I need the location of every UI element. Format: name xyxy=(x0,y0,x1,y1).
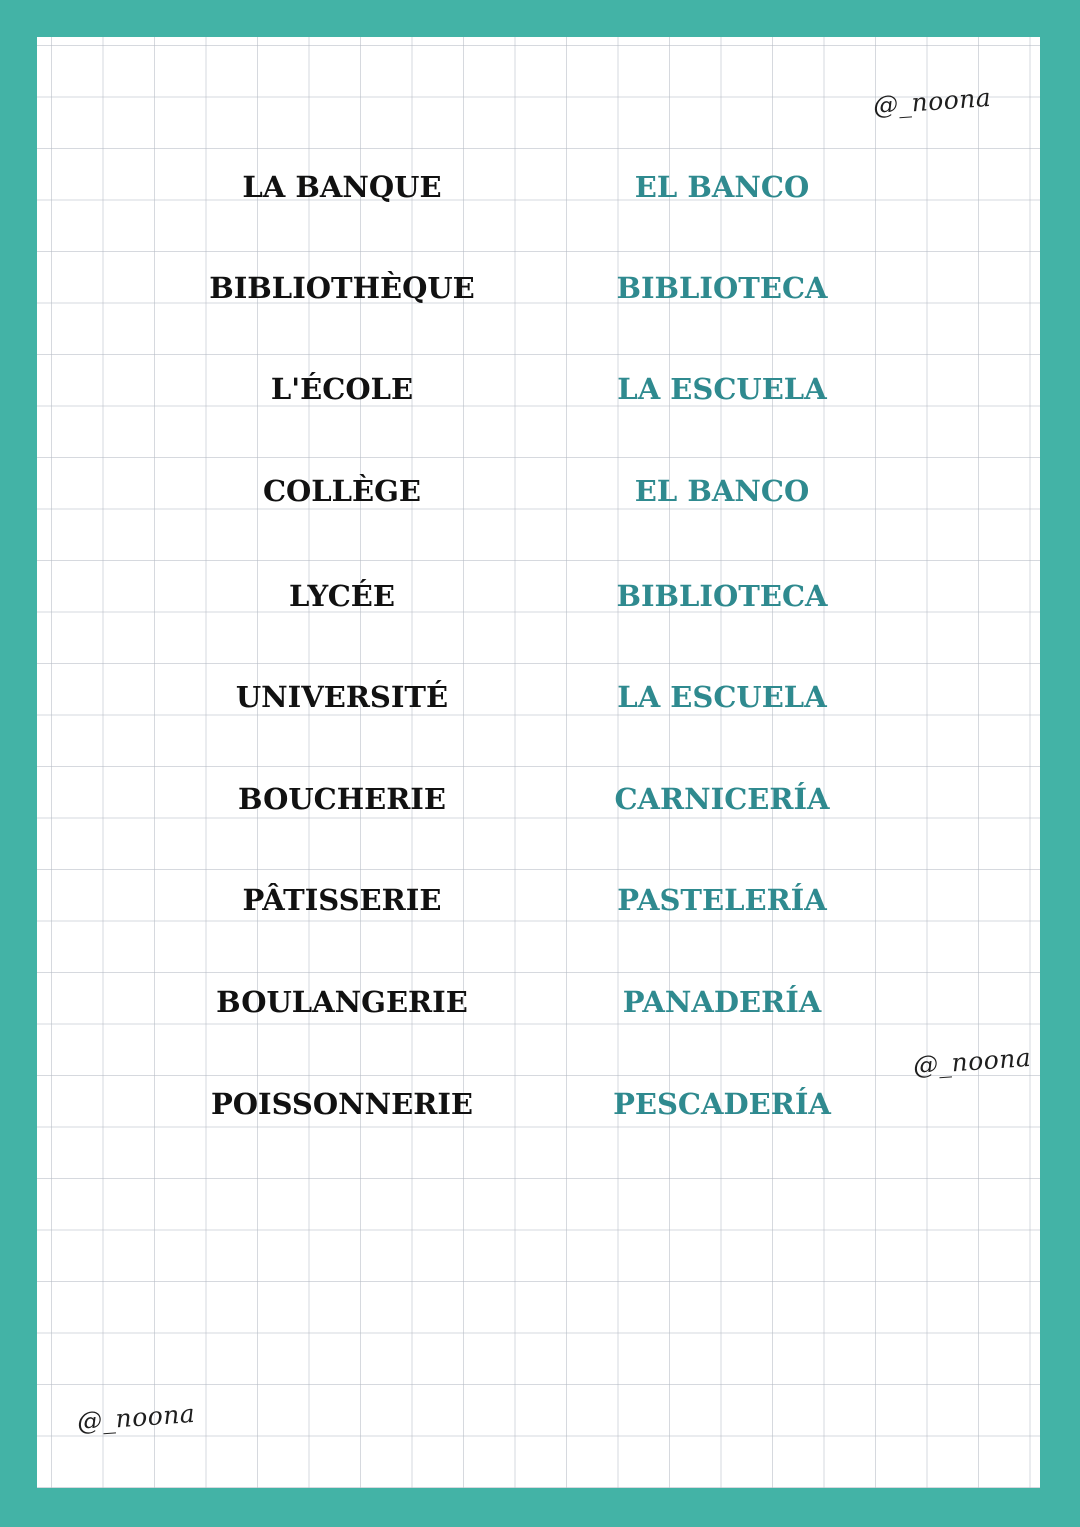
french-word: L'ÉCOLE xyxy=(270,372,414,406)
watermark-middle: @_noona xyxy=(912,1042,1033,1081)
vocab-row xyxy=(37,1079,1040,1129)
spanish-word: CARNICERÍA xyxy=(614,782,830,816)
grid-paper-page xyxy=(37,37,1040,1488)
vocab-row xyxy=(37,364,1040,414)
vocab-row xyxy=(37,571,1040,621)
vocab-row xyxy=(37,977,1040,1027)
french-word: COLLÈGE xyxy=(262,474,422,508)
spanish-word: PANADERÍA xyxy=(622,985,822,1019)
vocab-row xyxy=(37,162,1040,212)
vocab-row xyxy=(37,875,1040,925)
spanish-word: LA ESCUELA xyxy=(617,680,827,714)
french-word: LA BANQUE xyxy=(242,170,442,204)
french-word: PÂTISSERIE xyxy=(242,883,442,917)
french-word: UNIVERSITÉ xyxy=(235,680,449,714)
watermark-top: @_noona xyxy=(872,82,993,121)
french-word: BIBLIOTHÈQUE xyxy=(209,271,475,305)
watermark-bottom: @_noona xyxy=(76,1398,197,1437)
vocab-row xyxy=(37,774,1040,824)
vocab-row xyxy=(37,263,1040,313)
french-word: BOULANGERIE xyxy=(216,985,468,1019)
french-word: POISSONNERIE xyxy=(210,1087,474,1121)
vocab-row xyxy=(37,466,1040,516)
spanish-word: EL BANCO xyxy=(634,170,810,204)
vocab-row xyxy=(37,672,1040,722)
spanish-word: BIBLIOTECA xyxy=(616,579,828,613)
spanish-word: LA ESCUELA xyxy=(617,372,827,406)
spanish-word: EL BANCO xyxy=(634,474,810,508)
spanish-word: PASTELERÍA xyxy=(617,883,827,917)
french-word: BOUCHERIE xyxy=(238,782,446,816)
french-word: LYCÉE xyxy=(288,579,396,613)
spanish-word: BIBLIOTECA xyxy=(616,271,828,305)
spanish-word: PESCADERÍA xyxy=(613,1087,831,1121)
